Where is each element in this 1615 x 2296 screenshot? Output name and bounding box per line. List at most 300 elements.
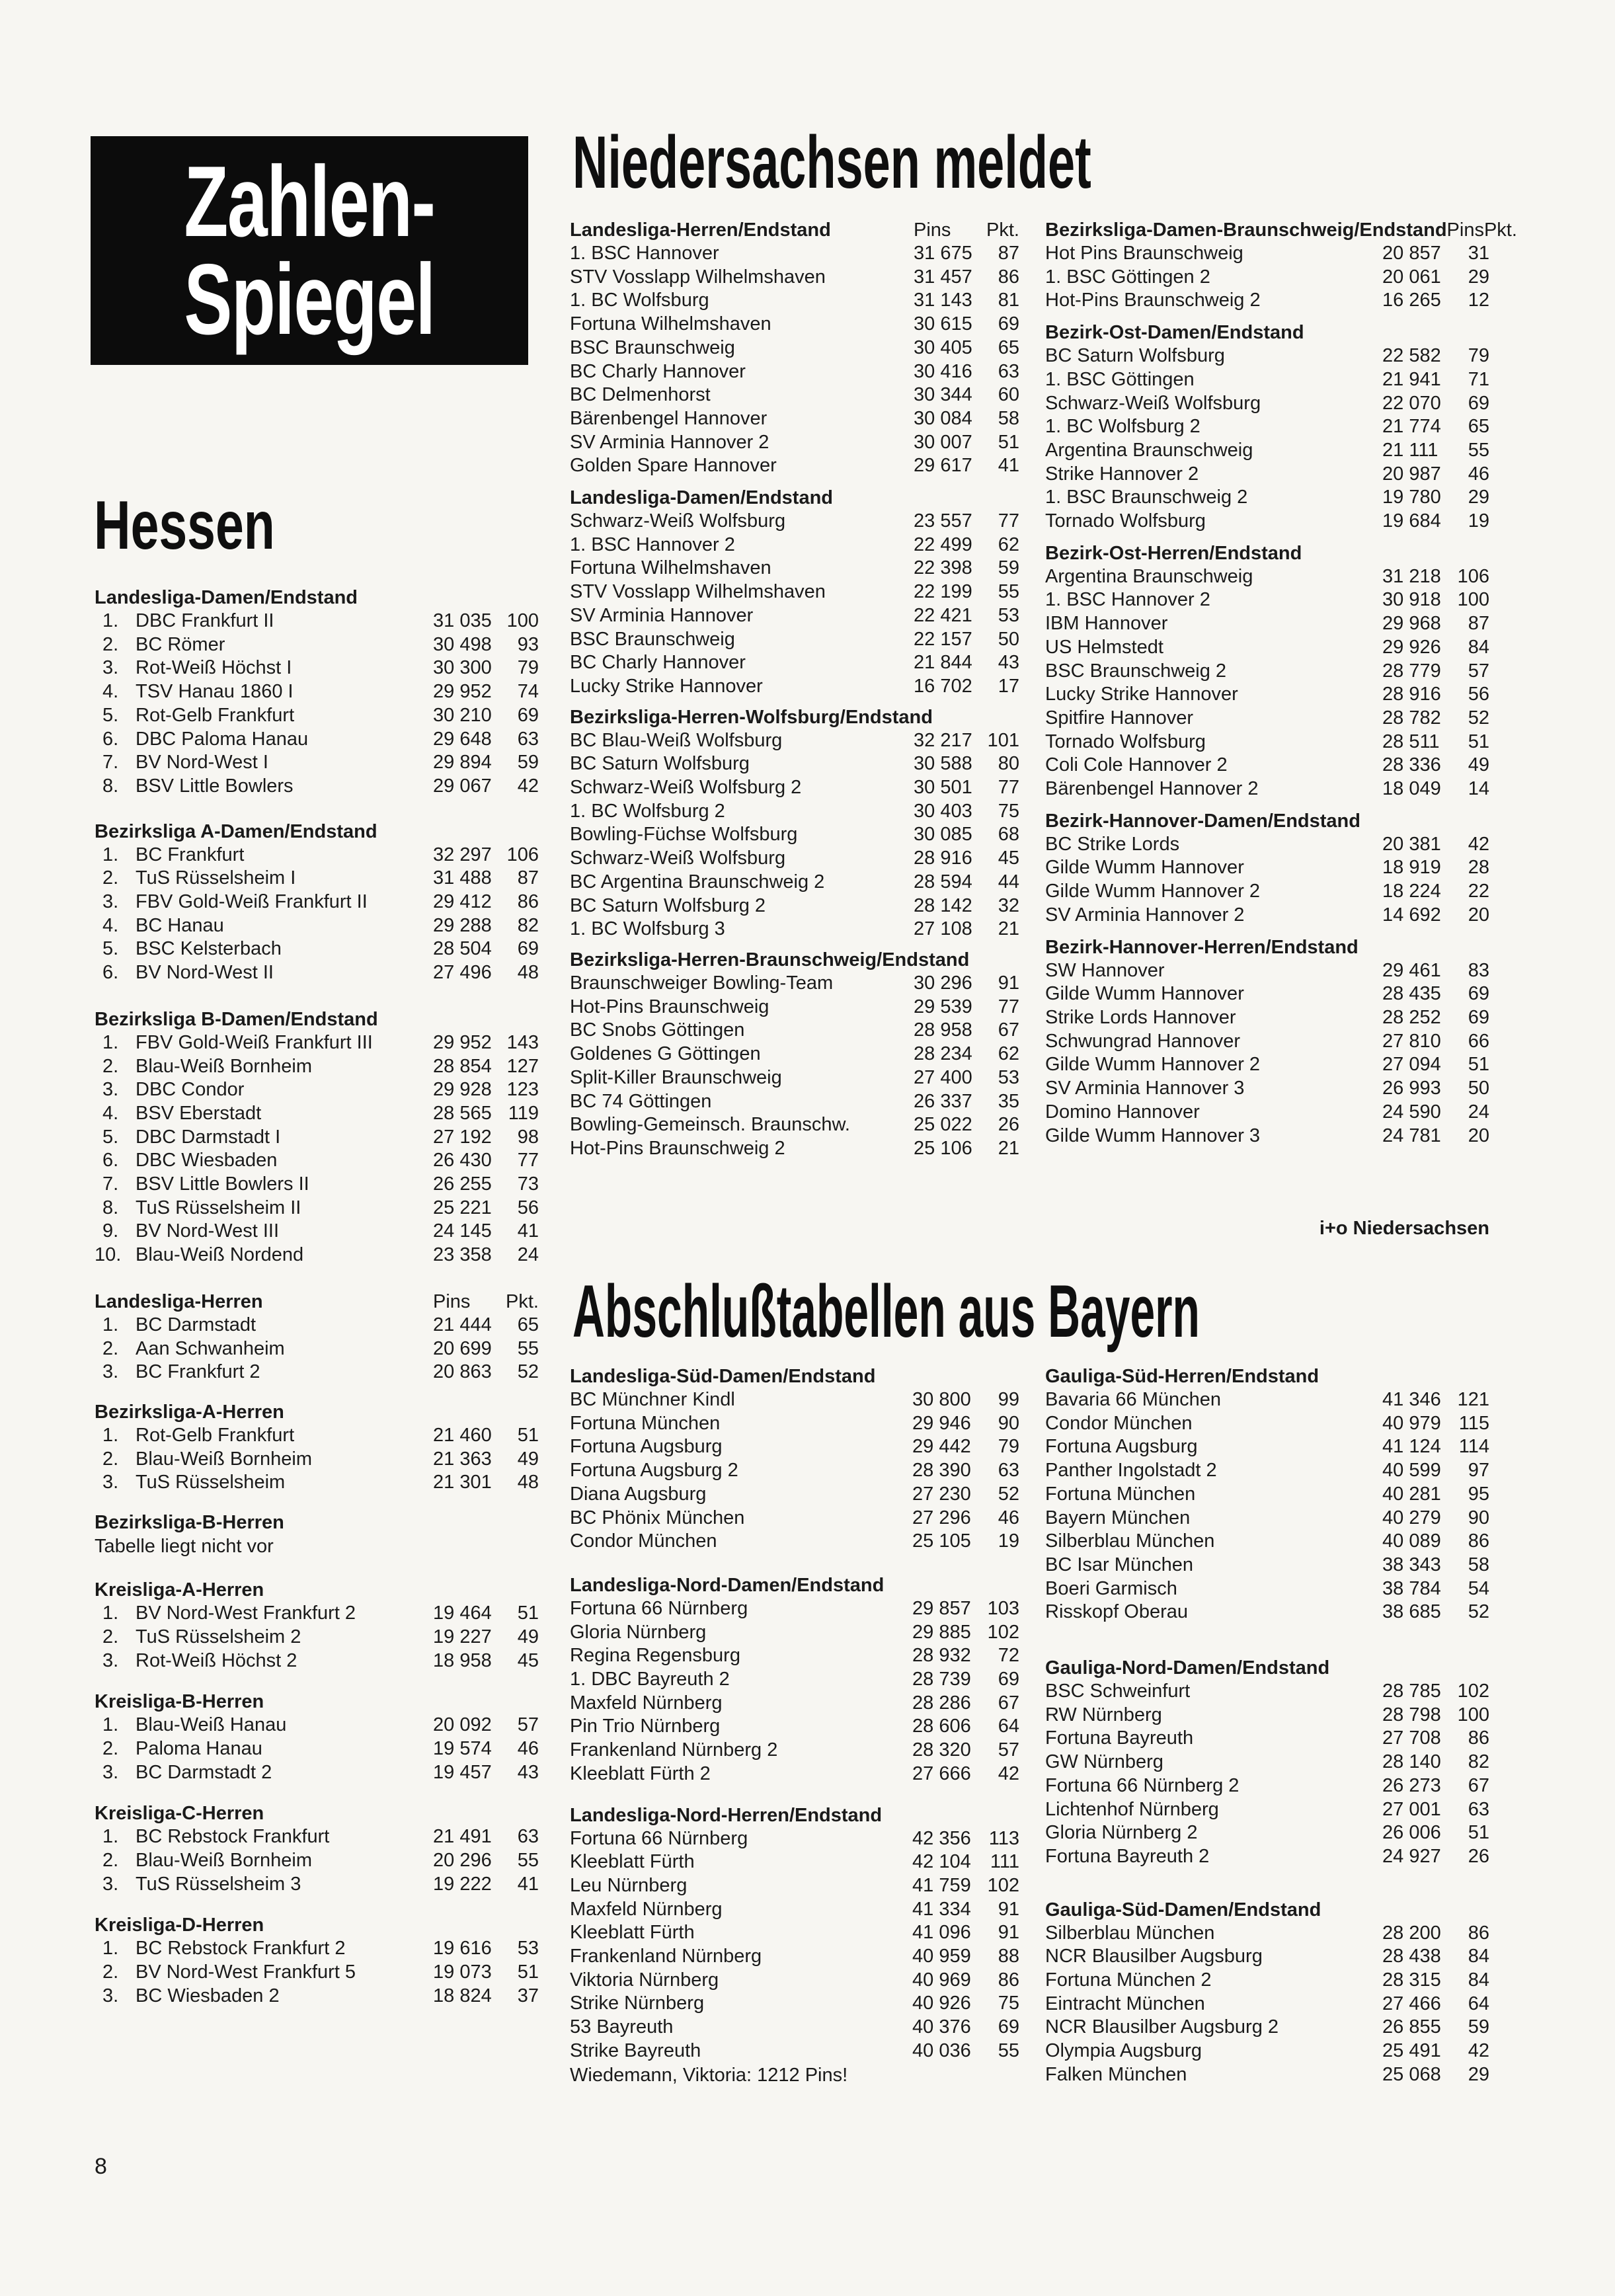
points-value: 101 — [987, 729, 1019, 751]
pins-value: 29 617 — [914, 455, 972, 477]
pins-value: 27 708 — [1382, 1727, 1441, 1749]
table-row — [95, 1197, 539, 1220]
team-name: SW Hannover — [1045, 959, 1165, 981]
points-value: 79 — [998, 1436, 1019, 1458]
table-row — [95, 775, 539, 799]
table-header-row — [95, 1290, 539, 1314]
team-name: Paloma Hanau — [136, 1737, 262, 1759]
bayern-headline: Abschlußtabellen aus Bayern — [572, 1270, 1200, 1353]
table-row — [1045, 1798, 1489, 1822]
table-header-row — [1045, 809, 1489, 833]
table-header-row — [570, 1365, 1019, 1388]
table-header-row — [570, 218, 1019, 242]
pins-value: 31 143 — [914, 290, 972, 311]
points-value: 99 — [998, 1389, 1019, 1410]
points-value: 55 — [998, 581, 1019, 603]
team-name: SV Arminia Hannover 3 — [1045, 1078, 1245, 1099]
team-name: Maxfeld Nürnberg — [570, 1898, 723, 1920]
pins-value: 21 444 — [433, 1314, 492, 1335]
table-row — [570, 752, 1019, 776]
points-value: 69 — [998, 313, 1019, 335]
table-row — [1045, 344, 1489, 368]
points-value: 52 — [998, 1483, 1019, 1505]
table-row — [570, 1507, 1019, 1530]
team-name: STV Vosslapp Wilhelmshaven — [570, 581, 826, 603]
pins-value: 40 376 — [912, 2016, 971, 2038]
points-value: 35 — [998, 1090, 1019, 1112]
table-row — [570, 729, 1019, 753]
pins-value: 22 070 — [1382, 392, 1441, 414]
points-value: 67 — [998, 1692, 1019, 1714]
rank: 3. — [102, 1079, 119, 1101]
pins-value: 28 504 — [433, 938, 492, 960]
pins-value: 29 412 — [433, 891, 492, 913]
pins-value: 30 416 — [914, 360, 972, 382]
rank: 4. — [102, 681, 119, 703]
team-name: BC Darmstadt 2 — [136, 1761, 272, 1783]
team-name: 1. BC Wolfsburg 2 — [570, 800, 725, 822]
team-name: Fortuna Bayreuth 2 — [1045, 1845, 1210, 1867]
points-value: 86 — [517, 891, 539, 913]
points-value: 20 — [1468, 904, 1489, 926]
team-name: Panther Ingolstadt 2 — [1045, 1460, 1217, 1482]
table-row — [95, 891, 539, 914]
points-value: 65 — [517, 1314, 539, 1335]
pins-value: 28 958 — [914, 1019, 972, 1041]
team-name: Fortuna 66 Nürnberg — [570, 1597, 748, 1619]
team-name: DBC Paloma Hanau — [136, 728, 309, 750]
table-row — [570, 871, 1019, 894]
table-row — [95, 1102, 539, 1126]
table-row — [570, 2016, 1019, 2039]
table-row — [1045, 1435, 1489, 1459]
rank: 2. — [102, 1337, 119, 1359]
team-name: BC Frankfurt 2 — [136, 1361, 260, 1383]
pins-value: 21 844 — [914, 652, 972, 674]
pins-value: 29 952 — [433, 1031, 492, 1053]
pins-value: 19 457 — [433, 1761, 492, 1783]
table-row — [570, 1827, 1019, 1851]
pins-value: 29 928 — [433, 1079, 492, 1101]
hessen-column — [95, 586, 539, 2008]
pins-value: 22 499 — [914, 534, 972, 555]
table-row — [570, 823, 1019, 847]
team-name: Strike Lords Hannover — [1045, 1006, 1236, 1028]
rank: 3. — [102, 657, 119, 679]
points-value: 55 — [517, 1850, 539, 1872]
table-row — [1045, 266, 1489, 290]
rank: 3. — [102, 1761, 119, 1783]
table-row — [1045, 660, 1489, 684]
pins-value: 22 421 — [914, 604, 972, 626]
pins-value: 31 675 — [914, 243, 972, 264]
table-row — [1045, 833, 1489, 857]
table-row — [95, 844, 539, 867]
table-title: Landesliga-Damen/Endstand — [570, 487, 834, 509]
points-value: 58 — [1468, 1554, 1489, 1575]
team-name: Schwarz-Weiß Wolfsburg 2 — [570, 777, 802, 799]
team-name: TuS Rüsselsheim — [136, 1472, 286, 1493]
points-value: 46 — [517, 1737, 539, 1759]
table-row — [1045, 982, 1489, 1006]
pins-value: 29 968 — [1382, 613, 1441, 635]
rank: 1. — [102, 1826, 119, 1848]
table-row — [95, 1149, 539, 1173]
table-row — [95, 1849, 539, 1873]
team-name: Domino Hannover — [1045, 1101, 1200, 1123]
team-name: Bärenbengel Hannover 2 — [1045, 778, 1259, 800]
team-name: BC Isar München — [1045, 1554, 1194, 1575]
team-name: 1. BSC Göttingen 2 — [1045, 266, 1210, 288]
pins-value: 27 094 — [1382, 1054, 1441, 1076]
points-value: 77 — [517, 1150, 539, 1171]
team-name: Gilde Wumm Hannover — [1045, 857, 1244, 879]
table-row — [1045, 707, 1489, 731]
points-value: 106 — [506, 844, 539, 865]
points-value: 59 — [517, 752, 539, 773]
points-value: 32 — [998, 894, 1019, 916]
table-row — [570, 1597, 1019, 1621]
team-name: Gilde Wumm Hannover 2 — [1045, 881, 1261, 902]
table-header-row — [95, 1801, 539, 1825]
points-value: 41 — [517, 1873, 539, 1895]
points-value: 53 — [998, 1066, 1019, 1088]
team-name: BC Römer — [136, 633, 225, 655]
pins-value: 27 192 — [433, 1126, 492, 1148]
table-row — [570, 242, 1019, 266]
table-title: Landesliga-Herren/Endstand — [570, 219, 831, 241]
team-name: Rot-Gelb Frankfurt — [136, 704, 295, 726]
pins-value: 41 759 — [912, 1874, 971, 1896]
table-row — [1045, 636, 1489, 660]
pins-value: 25 105 — [912, 1530, 971, 1552]
rank: 2. — [102, 1448, 119, 1470]
team-name: 1. BC Wolfsburg 2 — [1045, 416, 1201, 438]
points-value: 60 — [998, 384, 1019, 406]
rank: 8. — [102, 1197, 119, 1218]
table-row — [570, 534, 1019, 557]
points-value: 69 — [1468, 983, 1489, 1005]
table-row — [570, 510, 1019, 534]
table-row — [95, 1361, 539, 1384]
team-name: Fortuna Wilhelmshaven — [570, 313, 771, 335]
table-row — [570, 336, 1019, 360]
table-row — [1045, 959, 1489, 983]
pins-value: 31 488 — [433, 867, 492, 889]
pins-value: 18 919 — [1382, 857, 1441, 879]
points-value: 102 — [987, 1621, 1019, 1643]
pins-value: 21 301 — [433, 1472, 492, 1493]
pins-value: 41 096 — [912, 1922, 971, 1944]
points-value: 100 — [1457, 1704, 1489, 1725]
team-name: BSC Braunschweig — [570, 336, 735, 358]
table-row — [570, 1066, 1019, 1090]
team-name: SV Arminia Hannover 2 — [1045, 904, 1245, 926]
niedersachsen-left-column — [570, 218, 1019, 1161]
pins-value: 24 145 — [433, 1220, 492, 1242]
points-value: 19 — [1468, 510, 1489, 532]
team-name: BC Phönix München — [570, 1507, 745, 1528]
table-row — [570, 289, 1019, 313]
pins-value: 27 810 — [1382, 1030, 1441, 1052]
points-value: 103 — [987, 1597, 1019, 1619]
team-name: TuS Rüsselsheim 2 — [136, 1626, 301, 1647]
team-name: Hot-Pins Braunschweig — [570, 996, 769, 1017]
table-row — [95, 1173, 539, 1197]
rank: 2. — [102, 1737, 119, 1759]
points-value: 21 — [998, 918, 1019, 940]
pins-value: 21 491 — [433, 1826, 492, 1848]
table-row — [570, 1692, 1019, 1716]
table-header-row — [95, 1913, 539, 1937]
table-row — [95, 1220, 539, 1244]
points-value: 82 — [1468, 1751, 1489, 1773]
table-row — [570, 383, 1019, 407]
table-row — [1045, 1922, 1489, 1946]
team-name: Bavaria 66 München — [1045, 1389, 1221, 1410]
pins-value: 20 857 — [1382, 243, 1441, 264]
bayern-right-column — [1045, 1365, 1489, 2087]
pins-value: 28 798 — [1382, 1704, 1441, 1725]
pins-value: 22 157 — [914, 628, 972, 650]
team-name: Fortuna Augsburg 2 — [570, 1460, 738, 1482]
table-row — [95, 704, 539, 728]
team-name: Split-Killer Braunschweig — [570, 1066, 782, 1088]
team-name: Bowling-Füchse Wolfsburg — [570, 824, 798, 846]
points-value: 41 — [517, 1220, 539, 1242]
points-value: 57 — [998, 1739, 1019, 1761]
team-name: BC Charly Hannover — [570, 360, 746, 382]
pins-value: 22 582 — [1382, 345, 1441, 367]
table-header-row — [95, 1690, 539, 1714]
points-value: 46 — [1468, 463, 1489, 485]
points-value: 87 — [1468, 613, 1489, 635]
bayern-left-column — [570, 1365, 1019, 2087]
points-value: 45 — [517, 1649, 539, 1671]
table-header-row — [1045, 218, 1517, 242]
pins-value: 42 356 — [912, 1827, 971, 1849]
pins-value: 31 218 — [1382, 565, 1441, 587]
points-value: 54 — [1468, 1577, 1489, 1599]
team-name: Fortuna 66 Nürnberg 2 — [1045, 1774, 1240, 1796]
points-value: 24 — [517, 1244, 539, 1266]
points-value: 49 — [1468, 754, 1489, 776]
table-row — [95, 1961, 539, 1985]
team-name: BC Darmstadt — [136, 1314, 256, 1335]
rank: 3. — [102, 1873, 119, 1895]
table-section — [570, 1573, 1019, 1786]
team-name: Argentina Braunschweig — [1045, 439, 1253, 461]
points-value: 111 — [990, 1851, 1019, 1873]
team-name: 1. BSC Braunschweig 2 — [1045, 487, 1248, 508]
page-number: 8 — [95, 2154, 107, 2179]
rank: 6. — [102, 728, 119, 750]
table-row — [95, 1126, 539, 1150]
points-value: 52 — [517, 1361, 539, 1383]
rank: 8. — [102, 775, 119, 797]
table-row — [95, 937, 539, 961]
niedersachsen-right-column — [1045, 218, 1517, 1148]
rank: 2. — [102, 1055, 119, 1077]
table-row — [570, 847, 1019, 871]
points-value: 84 — [1468, 1946, 1489, 1967]
pins-value: 29 885 — [912, 1621, 971, 1643]
table-row — [1045, 1101, 1489, 1125]
table-row — [95, 1078, 539, 1102]
pins-value: 30 296 — [914, 972, 972, 994]
team-name: DBC Darmstadt I — [136, 1126, 281, 1148]
table-section — [1045, 541, 1489, 801]
table-title: Kreisliga-B-Herren — [95, 1691, 264, 1713]
team-name: Regina Regensburg — [570, 1645, 740, 1667]
pins-value: 20 092 — [433, 1714, 492, 1736]
table-section — [95, 1913, 539, 2008]
team-name: BSC Kelsterbach — [136, 938, 282, 960]
team-name: Rot-Weiß Höchst 2 — [136, 1649, 297, 1671]
table-row — [1045, 1507, 1489, 1530]
team-name: Pin Trio Nürnberg — [570, 1716, 721, 1737]
points-value: 65 — [998, 336, 1019, 358]
pins-column-label: Pins — [914, 219, 951, 241]
rank: 1. — [102, 1603, 119, 1624]
points-value: 50 — [998, 628, 1019, 650]
table-row — [570, 918, 1019, 941]
table-header-row — [1045, 321, 1489, 344]
rank: 2. — [102, 867, 119, 889]
pins-value: 19 464 — [433, 1603, 492, 1624]
team-name: Tornado Wolfsburg — [1045, 731, 1206, 752]
team-name: Blau-Weiß Hanau — [136, 1714, 287, 1736]
table-row — [1045, 1969, 1489, 1993]
table-title: Landesliga-Süd-Damen/Endstand — [570, 1366, 876, 1387]
team-name: Fortuna München 2 — [1045, 1969, 1212, 1991]
team-name: BC Frankfurt — [136, 844, 245, 865]
points-value: 67 — [1468, 1774, 1489, 1796]
pins-value: 20 061 — [1382, 266, 1441, 288]
points-value: 82 — [517, 914, 539, 936]
table-row — [1045, 1704, 1489, 1727]
pins-value: 28 916 — [914, 848, 972, 869]
table-header-row — [1045, 1365, 1489, 1388]
pins-value: 27 296 — [912, 1507, 971, 1528]
points-value: 21 — [998, 1137, 1019, 1159]
table-title: Bezirk-Hannover-Damen/Endstand — [1045, 810, 1360, 832]
table-row — [1045, 415, 1489, 439]
points-value: 91 — [998, 1898, 1019, 1920]
table-row — [570, 800, 1019, 824]
team-name: TuS Rüsselsheim 3 — [136, 1873, 301, 1895]
pins-value: 40 281 — [1382, 1483, 1441, 1505]
team-name: Hot-Pins Braunschweig 2 — [570, 1137, 785, 1159]
rank: 1. — [102, 1938, 119, 1960]
team-name: DBC Frankfurt II — [136, 610, 274, 631]
table-row — [1045, 1125, 1489, 1148]
table-row — [95, 1602, 539, 1626]
table-row — [570, 2039, 1019, 2063]
team-name: Silberblau München — [1045, 1922, 1215, 1944]
team-name: Blau-Weiß Bornheim — [136, 1850, 313, 1872]
rank: 4. — [102, 914, 119, 936]
points-value: 90 — [998, 1412, 1019, 1434]
points-value: 67 — [998, 1019, 1019, 1041]
team-name: Frankenland Nürnberg 2 — [570, 1739, 778, 1761]
team-name: Leu Nürnberg — [570, 1874, 688, 1896]
points-value: 69 — [517, 938, 539, 960]
points-value: 55 — [1468, 439, 1489, 461]
team-name: Bowling-Gemeinsch. Braunschw. — [570, 1114, 850, 1136]
table-row — [570, 894, 1019, 918]
masthead-line-1: Zahlen- — [184, 145, 435, 258]
pins-value: 30 085 — [914, 824, 972, 846]
points-column-label: Pkt. — [506, 1290, 539, 1312]
pins-value: 28 200 — [1382, 1922, 1441, 1944]
rank: 7. — [102, 1173, 119, 1195]
team-name: TuS Rüsselsheim I — [136, 867, 296, 889]
pins-value: 26 337 — [914, 1090, 972, 1112]
table-header-row — [570, 948, 1019, 972]
team-name: BC Snobs Göttingen — [570, 1019, 745, 1041]
team-name: BC Saturn Wolfsburg — [1045, 345, 1225, 367]
pins-value: 22 199 — [914, 581, 972, 603]
table-section — [95, 1578, 539, 1673]
points-value: 97 — [1468, 1460, 1489, 1482]
rank: 1. — [102, 1314, 119, 1335]
pins-value: 27 400 — [914, 1066, 972, 1088]
points-value: 53 — [998, 604, 1019, 626]
pins-value: 30 344 — [914, 384, 972, 406]
team-name: Condor München — [570, 1530, 717, 1552]
points-value: 59 — [1468, 2016, 1489, 2038]
points-value: 62 — [998, 1043, 1019, 1065]
table-title: Landesliga-Nord-Damen/Endstand — [570, 1574, 885, 1596]
table-section — [1045, 1898, 1489, 2087]
table-section — [1045, 1365, 1489, 1624]
table-row — [1045, 683, 1489, 707]
pins-value: 28 916 — [1382, 684, 1441, 705]
pins-value: 41 346 — [1382, 1389, 1441, 1410]
points-value: 127 — [506, 1055, 539, 1077]
rank: 1. — [102, 1714, 119, 1736]
rank: 5. — [102, 704, 119, 726]
table-row — [570, 1921, 1019, 1945]
table-row — [570, 1644, 1019, 1668]
points-value: 86 — [1468, 1922, 1489, 1944]
points-value: 59 — [998, 557, 1019, 579]
pins-value: 19 222 — [433, 1873, 492, 1895]
pins-value: 28 320 — [912, 1739, 971, 1761]
team-name: Braunschweiger Bowling-Team — [570, 972, 834, 994]
pins-value: 24 927 — [1382, 1845, 1441, 1867]
table-title: Kreisliga-C-Herren — [95, 1803, 264, 1825]
table-row — [570, 1621, 1019, 1645]
team-name: RW Nürnberg — [1045, 1704, 1162, 1725]
table-row — [95, 1714, 539, 1737]
points-value: 51 — [517, 1424, 539, 1446]
team-name: DBC Condor — [136, 1079, 245, 1101]
table-row — [570, 1090, 1019, 1114]
rank: 3. — [102, 1361, 119, 1383]
masthead-block — [91, 136, 528, 365]
pins-value: 21 363 — [433, 1448, 492, 1470]
points-column-label: Pkt. — [1483, 219, 1517, 241]
table-title: Bezirksliga-Damen-Braunschweig/Endstand — [1045, 219, 1447, 241]
pins-value: 21 774 — [1382, 416, 1441, 438]
pins-value: 29 539 — [914, 996, 972, 1017]
rank: 10. — [95, 1244, 122, 1266]
team-name: Fortuna München — [1045, 1483, 1196, 1505]
table-row — [570, 557, 1019, 580]
points-value: 95 — [1468, 1483, 1489, 1505]
